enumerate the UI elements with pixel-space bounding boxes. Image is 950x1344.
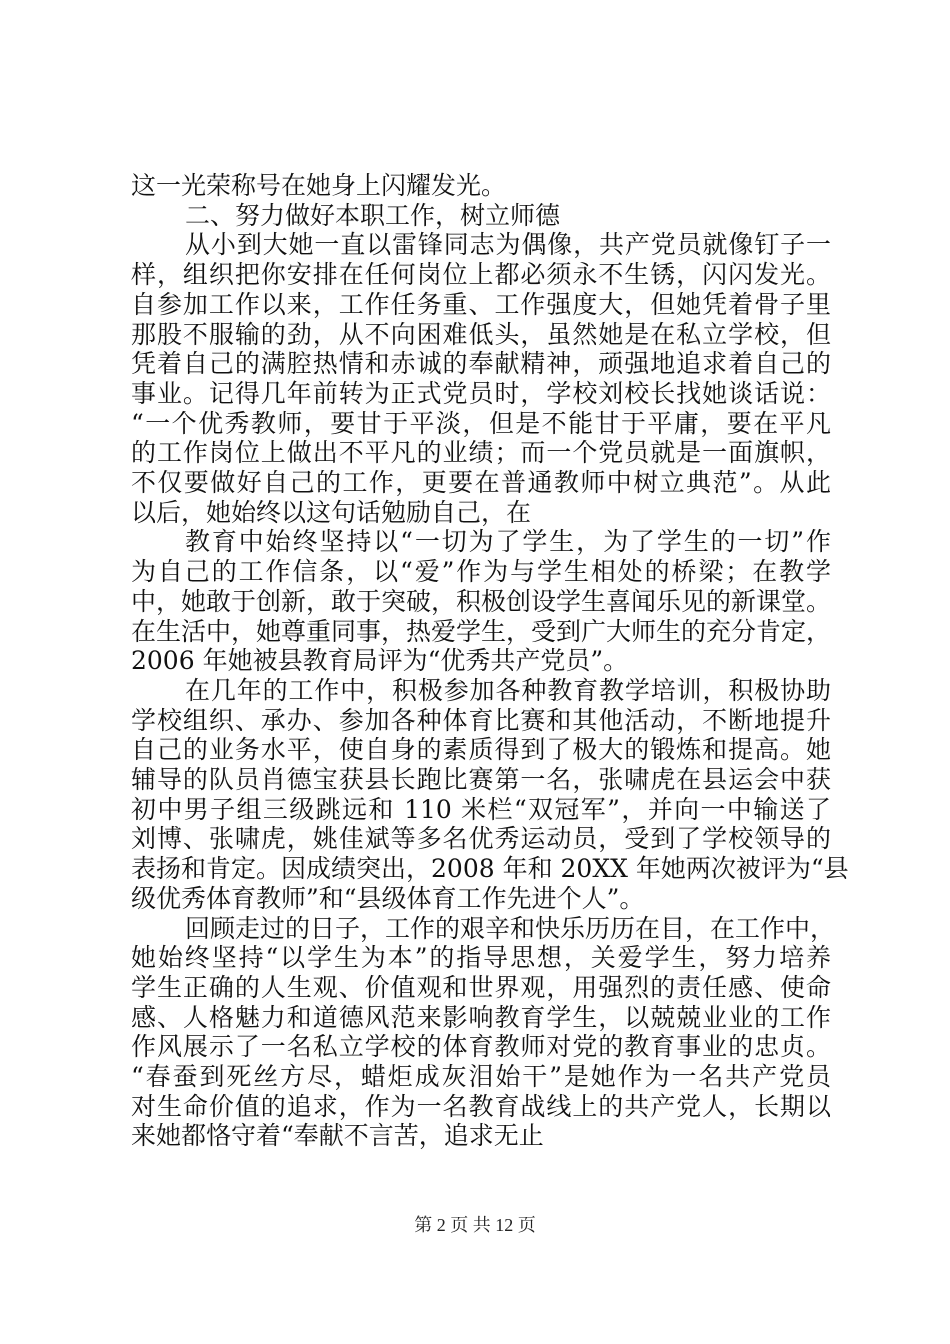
- text-line: 感、人格魅力和道德风范来影响教育学生，以兢兢业业的工作: [131, 1002, 831, 1032]
- text-line: 从小到大她一直以雷锋同志为偶像，共产党员就像钉子一: [185, 230, 831, 260]
- text-line: 在几年的工作中，积极参加各种教育教学培训，积极协助: [185, 675, 831, 705]
- text-line: 辅导的队员肖德宝获县长跑比赛第一名，张啸虎在县运会中获: [131, 765, 831, 794]
- text-line: 的工作岗位上做出不平凡的业绩；而一个党员就是一面旗帜，: [131, 438, 831, 468]
- text-line: 对生命价值的追求，作为一名教育战线上的共产党人，长期以: [131, 1091, 831, 1121]
- text-line: 不仅要做好自己的工作，更要在普通教师中树立典范”。从此: [131, 468, 831, 497]
- text-line: 中，她敢于创新，敢于突破，积极创设学生喜闻乐见的新课堂。: [131, 586, 832, 616]
- text-line: 事业。记得几年前转为正式党员时，学校刘校长找她谈话说：: [131, 378, 831, 408]
- text-line: 学校组织、承办、参加各种体育比赛和其他活动，不断地提升: [131, 705, 831, 735]
- text-line: 自己的业务水平，使自身的素质得到了极大的锻炼和提高。她: [131, 735, 831, 765]
- text-line: 她始终坚持“以学生为本”的指导思想，关爱学生，努力培养: [131, 943, 831, 973]
- text-line: 在生活中，她尊重同事，热爱学生，受到广大师生的充分肯定，: [131, 616, 832, 646]
- text-line: 作风展示了一名私立学校的体育教师对党的教育事业的忠贞。: [131, 1032, 831, 1062]
- text-line: 这一光荣称号在她身上闪耀发光。: [131, 171, 507, 200]
- text-line: 2006 年她被县教育局评为“优秀共产党员”。: [131, 646, 629, 676]
- text-line: 那股不服输的劲，从不向困难低头，虽然她是在私立学校，但: [131, 319, 831, 349]
- text-line: 教育中始终坚持以“一切为了学生，为了学生的一切”作: [185, 527, 831, 557]
- page-number-footer: 第 2 页 共 12 页: [414, 1215, 536, 1235]
- text-line: 刘博、张啸虎，姚佳斌等多名优秀运动员，受到了学校领导的: [131, 824, 831, 854]
- text-line: 为自己的工作信条，以“爱”作为与学生相处的桥梁；在教学: [131, 557, 831, 587]
- text-line: 凭着自己的满腔热情和赤诚的奉献精神，顽强地追求着自己的: [131, 349, 831, 379]
- text-line: “春蚕到死丝方尽，蜡炬成灰泪始干”是她作为一名共产党员: [131, 1062, 831, 1091]
- text-line: 学生正确的人生观、价值观和世界观，用强烈的责任感、使命: [131, 972, 831, 1002]
- text-line: 自参加工作以来，工作任务重、工作强度大，但她凭着骨子里: [131, 289, 831, 319]
- text-line: 初中男子组三级跳远和 110 米栏“双冠军”，并向一中输送了: [131, 794, 831, 824]
- text-line: 样，组织把你安排在任何岗位上都必须永不生锈，闪闪发光。: [131, 260, 831, 290]
- text-line: 级优秀体育教师”和“县级体育工作先进个人”。: [131, 883, 645, 913]
- text-line: 回顾走过的日子，工作的艰辛和快乐历历在目，在工作中，: [185, 913, 836, 943]
- text-line: 来她都恪守着“奉献不言苦，追求无止: [131, 1121, 544, 1151]
- text-line: 以后，她始终以这句话勉励自己，在: [131, 497, 532, 527]
- section-heading: 二、努力做好本职工作，树立师德: [185, 200, 561, 230]
- text-line: “一个优秀教师，要甘于平淡，但是不能甘于平庸，要在平凡: [131, 408, 831, 438]
- text-line: 表扬和肯定。因成绩突出，2008 年和 20XX 年她两次被评为“县: [131, 854, 849, 884]
